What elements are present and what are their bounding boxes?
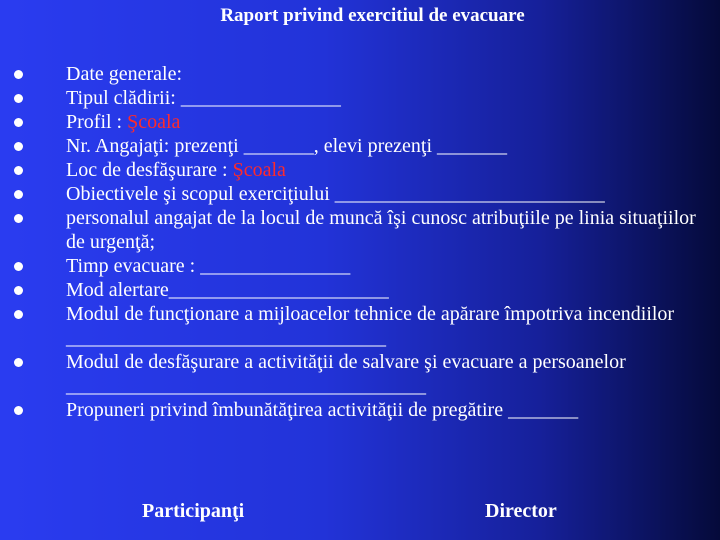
list-item-personalul — [14, 206, 704, 254]
bullet-icon — [14, 262, 23, 271]
list-item-nr-angajati — [14, 134, 704, 158]
director-label: Director — [485, 500, 557, 522]
bullet-icon — [14, 286, 23, 295]
list-item-text: Loc de desfăşurare : — [66, 159, 233, 181]
bullet-icon — [14, 94, 23, 103]
list-item-text: Modul de funcţionare a mijloacelor tehnice de apărare împotriva incendiilor ________________________________ — [66, 303, 675, 349]
list-item-loc-desfasurare — [14, 158, 704, 182]
loc-value: Şcoala — [232, 159, 286, 181]
list-item-date-generale — [14, 62, 704, 86]
list-item-text: Tipul clădirii: ________________ — [66, 87, 341, 109]
bullet-icon — [14, 310, 23, 319]
list-item-profil — [14, 110, 704, 134]
list-item-modul-desfasurare — [14, 350, 704, 398]
list-item-obiectivele — [14, 182, 704, 206]
list-item-text: Date generale: — [66, 63, 183, 85]
bullet-icon — [14, 70, 23, 79]
bullet-icon — [14, 190, 23, 199]
profil-value: Şcoala — [127, 111, 181, 133]
page-title: Raport privind exercitiul de evacuare — [220, 5, 525, 26]
report-list — [14, 62, 704, 422]
bullet-icon — [14, 142, 23, 151]
list-item-text: Nr. Angajaţi: prezenţi _______, elevi prezenţi _______ — [66, 135, 507, 157]
bullet-icon — [14, 406, 23, 415]
list-item-modul-functionare — [14, 302, 704, 350]
bullet-icon — [14, 166, 23, 175]
list-item-tipul-cladirii — [14, 86, 704, 110]
list-item-mod-alertare — [14, 278, 704, 302]
list-item-text: Modul de desfăşurare a activităţii de salvare şi evacuare a persoanelor ____________________________________ — [66, 351, 626, 397]
list-item-text: Propuneri privind îmbunătăţirea activităţii de pregătire _______ — [66, 399, 579, 421]
participants-label: Participanţi — [142, 500, 245, 522]
list-item-timp-evacuare — [14, 254, 704, 278]
list-item-text: Obiectivele şi scopul exerciţiului ___________________________ — [66, 183, 605, 205]
list-item-text: Profil : — [66, 111, 128, 133]
list-item-propuneri — [14, 398, 704, 422]
bullet-icon — [14, 214, 23, 223]
list-item-text: Timp evacuare : _______________ — [66, 255, 351, 277]
list-item-text: personalul angajat de la locul de muncă îşi cunosc atribuţiile pe linia situaţiilor de urgenţă; — [66, 207, 696, 253]
list-item-text: Mod alertare______________________ — [66, 279, 389, 301]
bullet-icon — [14, 118, 23, 127]
bullet-icon — [14, 358, 23, 367]
